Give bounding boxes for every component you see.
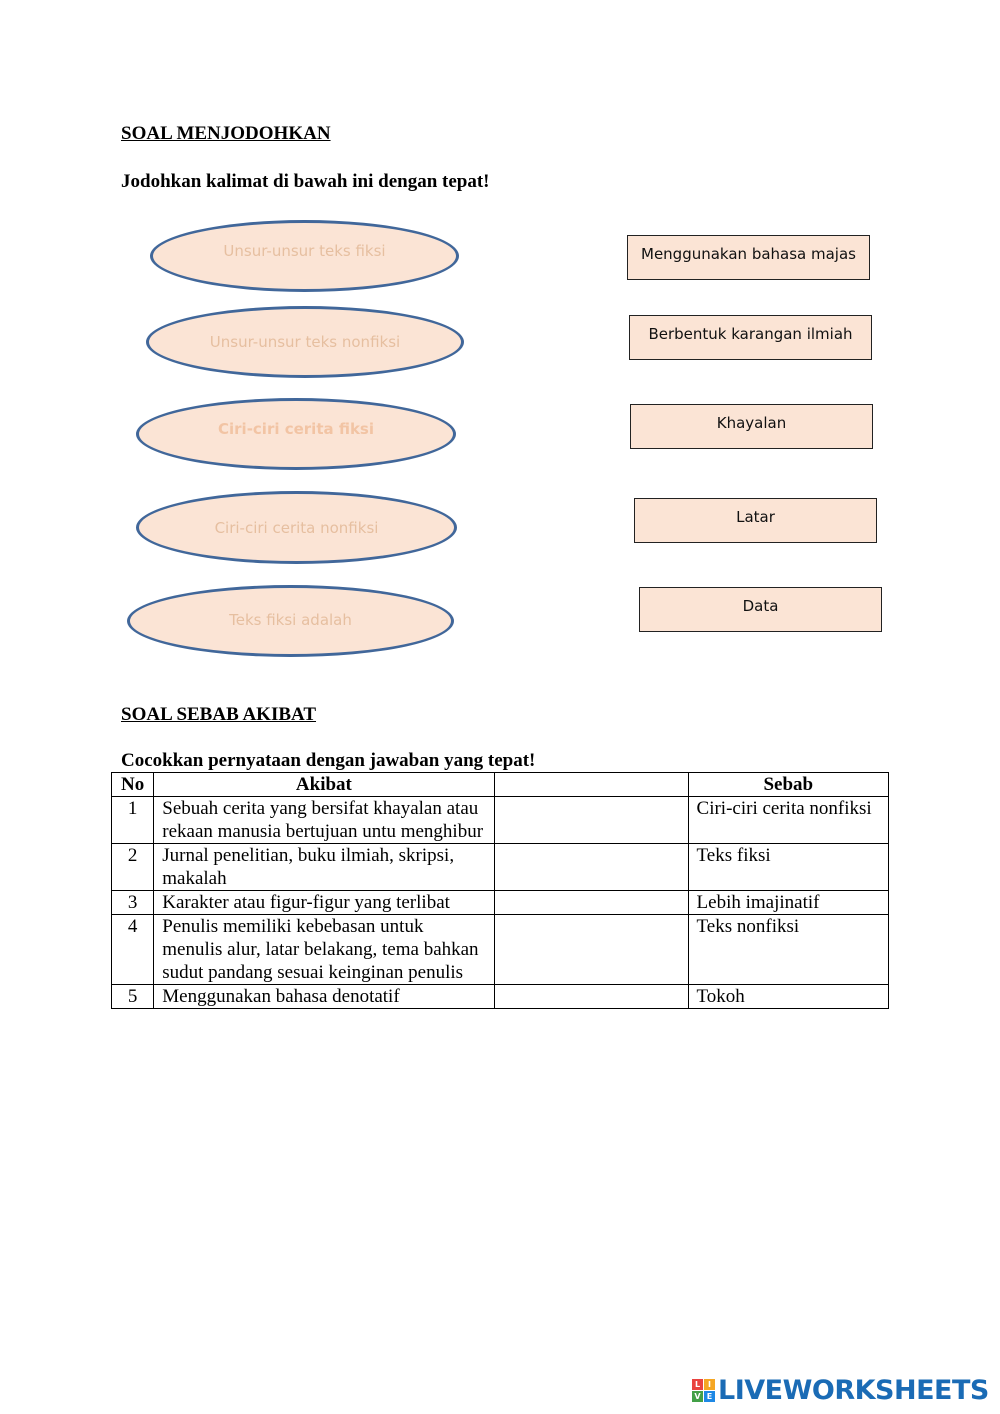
logo-letter: I xyxy=(704,1379,715,1390)
logo-letter: L xyxy=(692,1379,703,1390)
cause-effect-instruction: Cocokkan pernyataan dengan jawaban yang tepat! xyxy=(121,750,536,771)
logo-text: LIVEWORKSHEETS xyxy=(718,1374,989,1406)
liveworksheets-logo xyxy=(692,1374,989,1406)
row-akibat: Penulis memiliki kebebasan untuk menulis alur, latar belakang, tema bahkan sudut pandang sesuai keinginan penulis xyxy=(154,915,494,985)
left-item-3[interactable]: Ciri-ciri cerita fiksi xyxy=(136,398,456,470)
answer-cell[interactable] xyxy=(494,844,688,891)
table-header-row xyxy=(112,773,889,797)
row-akibat: Jurnal penelitian, buku ilmiah, skripsi, makalah xyxy=(154,844,494,891)
row-sebab: Lebih imajinatif xyxy=(688,891,888,915)
table-row xyxy=(112,844,889,891)
header-blank xyxy=(494,773,688,797)
row-akibat: Sebuah cerita yang bersifat khayalan atau rekaan manusia bertujuan untu menghibur xyxy=(154,797,494,844)
right-item-3[interactable]: Khayalan xyxy=(630,404,873,449)
answer-cell[interactable] xyxy=(494,797,688,844)
matching-instruction: Jodohkan kalimat di bawah ini dengan tepat! xyxy=(121,171,490,192)
row-no: 2 xyxy=(112,844,154,891)
row-sebab: Teks nonfiksi xyxy=(688,915,888,985)
header-akibat: Akibat xyxy=(154,773,494,797)
right-item-2[interactable]: Berbentuk karangan ilmiah xyxy=(629,315,872,360)
left-item-5[interactable]: Teks fiksi adalah xyxy=(127,585,454,657)
matching-heading: SOAL MENJODOHKAN xyxy=(121,123,331,144)
right-item-1[interactable]: Menggunakan bahasa majas xyxy=(627,235,870,280)
row-akibat: Karakter atau figur-figur yang terlibat xyxy=(154,891,494,915)
row-no: 1 xyxy=(112,797,154,844)
table-row xyxy=(112,891,889,915)
table-row xyxy=(112,797,889,844)
row-sebab: Ciri-ciri cerita nonfiksi xyxy=(688,797,888,844)
row-no: 5 xyxy=(112,985,154,1009)
answer-cell[interactable] xyxy=(494,915,688,985)
header-no: No xyxy=(112,773,154,797)
row-sebab: Tokoh xyxy=(688,985,888,1009)
cause-effect-table xyxy=(111,772,889,1009)
header-sebab: Sebab xyxy=(688,773,888,797)
logo-letter: E xyxy=(704,1391,715,1402)
answer-cell[interactable] xyxy=(494,985,688,1009)
answer-cell[interactable] xyxy=(494,891,688,915)
row-akibat: Menggunakan bahasa denotatif xyxy=(154,985,494,1009)
left-item-1[interactable]: Unsur-unsur teks fiksi xyxy=(150,220,459,292)
table-row xyxy=(112,915,889,985)
table-row xyxy=(112,985,889,1009)
row-sebab: Teks fiksi xyxy=(688,844,888,891)
right-item-4[interactable]: Latar xyxy=(634,498,877,543)
right-item-5[interactable]: Data xyxy=(639,587,882,632)
row-no: 3 xyxy=(112,891,154,915)
left-item-2[interactable]: Unsur-unsur teks nonfiksi xyxy=(146,306,464,378)
logo-letter: V xyxy=(692,1391,703,1402)
left-item-4[interactable]: Ciri-ciri cerita nonfiksi xyxy=(136,491,457,564)
logo-mark-icon xyxy=(692,1379,715,1402)
cause-effect-heading: SOAL SEBAB AKIBAT xyxy=(121,704,317,725)
row-no: 4 xyxy=(112,915,154,985)
